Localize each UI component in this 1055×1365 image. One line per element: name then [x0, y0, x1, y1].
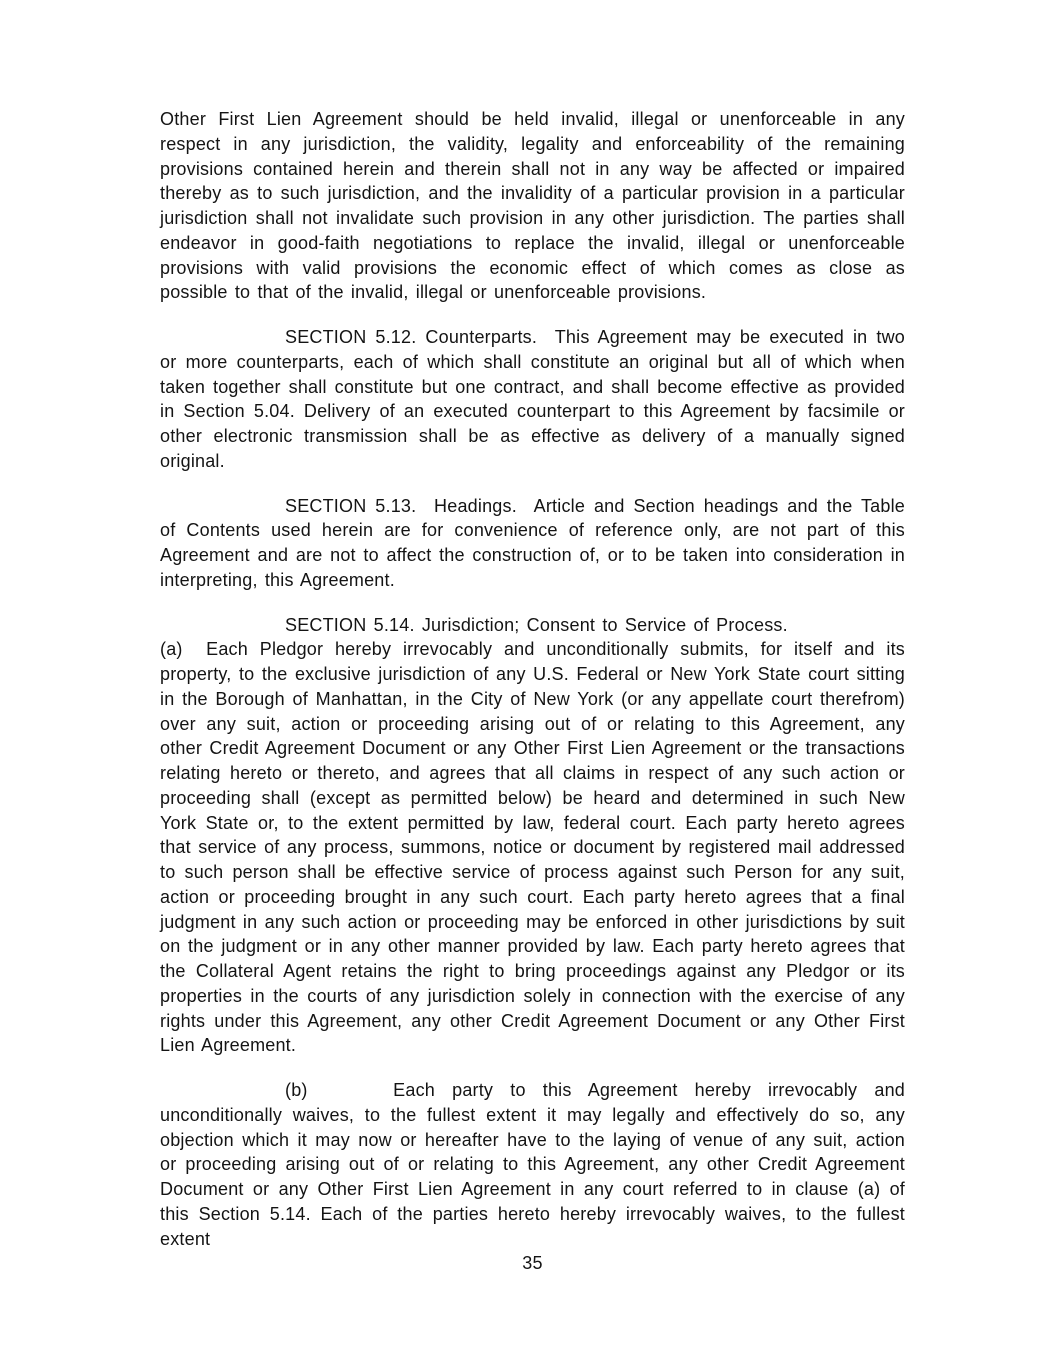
heading-section-5-14-jurisdiction: SECTION 5.14. Jurisdiction; Consent to Service of Process.: [285, 614, 788, 635]
page-number: 35: [522, 1253, 543, 1274]
paragraph-section-5-14-clause-b: (b) Each party to this Agreement hereby irrevocably and unconditionally waives, to the fullest extent it may legally and effectively do so, any objection which it may now or hereafter have to the laying of venue of any suit, action or proceeding arising out of or relating to this Agreement, any other Credit Agreement Document or any Other First Lien Agreement in any court referred to in clause (a) of this Section 5.14. Each of the parties hereto hereby irrevocably waives, to the fullest extent: [160, 1080, 905, 1249]
paragraph-section-5-12-counterparts: SECTION 5.12. Counterparts. This Agreement may be executed in two or more counterparts, each of which shall constitute an original but all of which when taken together shall constitute but one contract, and shall become effective as provided in Section 5.04. Delivery of an executed counterpart to this Agreement by facsimile or other electronic transmission shall be as effective as delivery of a manually signed original.: [160, 327, 905, 471]
paragraph-severability-continuation: Other First Lien Agreement should be held invalid, illegal or unenforceable in any respect in any jurisdiction, the validity, legality and enforceability of the remaining provisions contained herein and therein shall not in any way be affected or impaired thereby as to such jurisdiction, and the invalidity of a particular provision in a particular jurisdiction shall not invalidate such provision in any other jurisdiction. The parties shall endeavor in good-faith negotiations to replace the invalid, illegal or unenforceable provisions with valid provisions the economic effect of which comes as close as possible to that of the invalid, illegal or unenforceable provisions.: [160, 109, 905, 303]
paragraph-section-5-14-clause-a: (a) Each Pledgor hereby irrevocably and unconditionally submits, for itself and its property, to the exclusive jurisdiction of any U.S. Federal or New York State court sitting in the Borough of Manhattan, in the City of New York (or any appellate court therefrom) over any suit, action or proceeding arising out of or relating to this Agreement, any other Credit Agreement Document or any Other First Lien Agreement or the transactions relating hereto or thereto, and agrees that all claims in respect of any such action or proceeding shall (except as permitted below) be heard and determined in such New York State or, to the extent permitted by law, federal court. Each party hereto agrees that service of any process, summons, notice or document by registered mail addressed to such person shall be effective service of process against such Person for any suit, action or proceeding brought in any such court. Each party hereto agrees that a final judgment in any such action or proceeding may be enforced in other jurisdictions by suit on the judgment or in any other manner provided by law. Each party hereto agrees that the Collateral Agent retains the right to bring proceedings against any Pledgor or its properties in the courts of any jurisdiction solely in connection with the exercise of any rights under this Agreement, any other Credit Agreement Document or any Other First Lien Agreement.: [160, 639, 905, 1056]
paragraph-section-5-13-headings: SECTION 5.13. Headings. Article and Section headings and the Table of Contents used herein are for convenience of reference only, are not part of this Agreement and are not to affect the construction of, or to be taken into consideration in interpreting, this Agreement.: [160, 495, 905, 590]
